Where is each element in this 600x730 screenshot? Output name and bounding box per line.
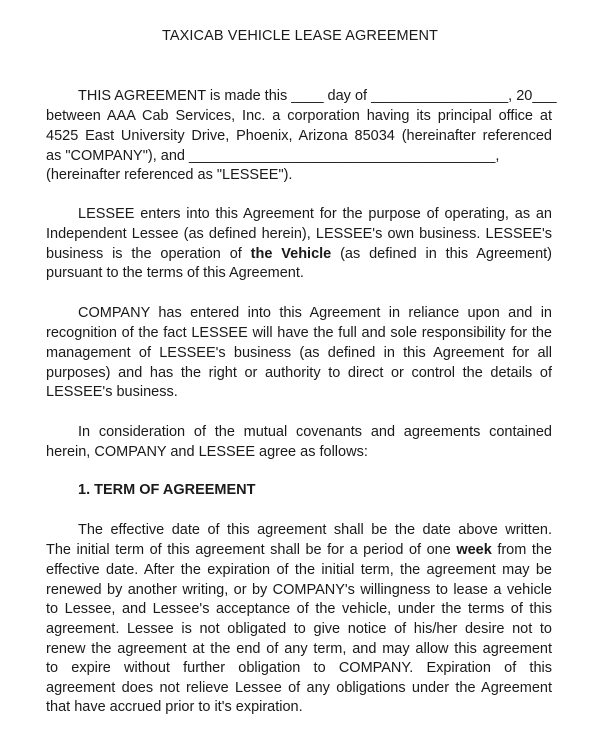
purpose-line-2: Independent Lessee (as defined herein), LESSEE's own business. LESSEE's: [46, 226, 552, 242]
section-1-line-2: [46, 540, 552, 560]
purpose-line-4: pursuant to the terms of this Agreement.: [46, 265, 304, 281]
purpose-line-1: LESSEE enters into this Agreement for the purpose of operating, as an: [78, 206, 552, 222]
intro-line-2: between AAA Cab Services, Inc. a corporation having its principal office at: [46, 108, 552, 124]
intro-line-1: THIS AGREEMENT is made this ____ day of _________________, 20___: [78, 88, 557, 104]
section-1-line-5: to Lessee, and Lessee's acceptance of the vehicle, under the terms of this: [46, 601, 552, 617]
reliance-line-2: recognition of the fact LESSEE will have the full and sole responsibility for the: [46, 325, 552, 341]
document-title: TAXICAB VEHICLE LEASE AGREEMENT: [162, 28, 438, 44]
section-1-line-3: effective date. After the expiration of the initial term, the agreement may be: [46, 562, 552, 578]
section-1-line-2-end: from the: [491, 542, 552, 558]
consideration-line-1: In consideration of the mutual covenants and agreements contained: [78, 424, 552, 440]
section-1-line-1: The effective date of this agreement shall be the date above written.: [78, 522, 552, 538]
section-1-line-6: agreement. Lessee is not obligated to give notice of his/her desire not to: [46, 621, 552, 637]
section-1-line-8: to expire without further obligation to COMPANY. Expiration of this: [46, 660, 552, 676]
section-1-line-2-start: The initial term of this agreement shall be for a period of one: [46, 542, 457, 558]
section-1-line-7: renew the agreement at the end of any term, and may allow this agreement: [46, 641, 552, 657]
section-1-line-10: that have accrued prior to it's expiration.: [46, 699, 303, 715]
consideration-line-2: herein, COMPANY and LESSEE agree as follows:: [46, 444, 368, 460]
purpose-line-3-start: business is the operation of: [46, 246, 251, 262]
section-1-line-9: agreement does not relieve Lessee of any obligations under the Agreement: [46, 680, 552, 696]
purpose-line-3: [46, 244, 552, 264]
section-1-heading: 1. TERM OF AGREEMENT: [78, 482, 256, 498]
week-term: week: [456, 542, 492, 558]
purpose-line-3-end: (as defined in this Agreement): [331, 246, 552, 262]
intro-line-4: as "COMPANY"), and ______________________________________,: [46, 148, 500, 164]
reliance-line-1: COMPANY has entered into this Agreement in reliance upon and in: [78, 305, 552, 321]
the-vehicle-term: the Vehicle: [250, 246, 332, 262]
reliance-line-5: LESSEE's business.: [46, 384, 178, 400]
intro-line-3: 4525 East University Drive, Phoenix, Arizona 85034 (hereinafter referenced: [46, 128, 552, 144]
intro-line-5: (hereinafter referenced as "LESSEE").: [46, 167, 293, 183]
section-1-line-4: renewed by another writing, or by COMPANY's willingness to lease a vehicle: [46, 582, 552, 598]
reliance-line-3: management of LESSEE's business (as defined in this Agreement for all: [46, 345, 552, 361]
reliance-line-4: purposes) and has the right or authority to direct or control the details of: [46, 365, 552, 381]
